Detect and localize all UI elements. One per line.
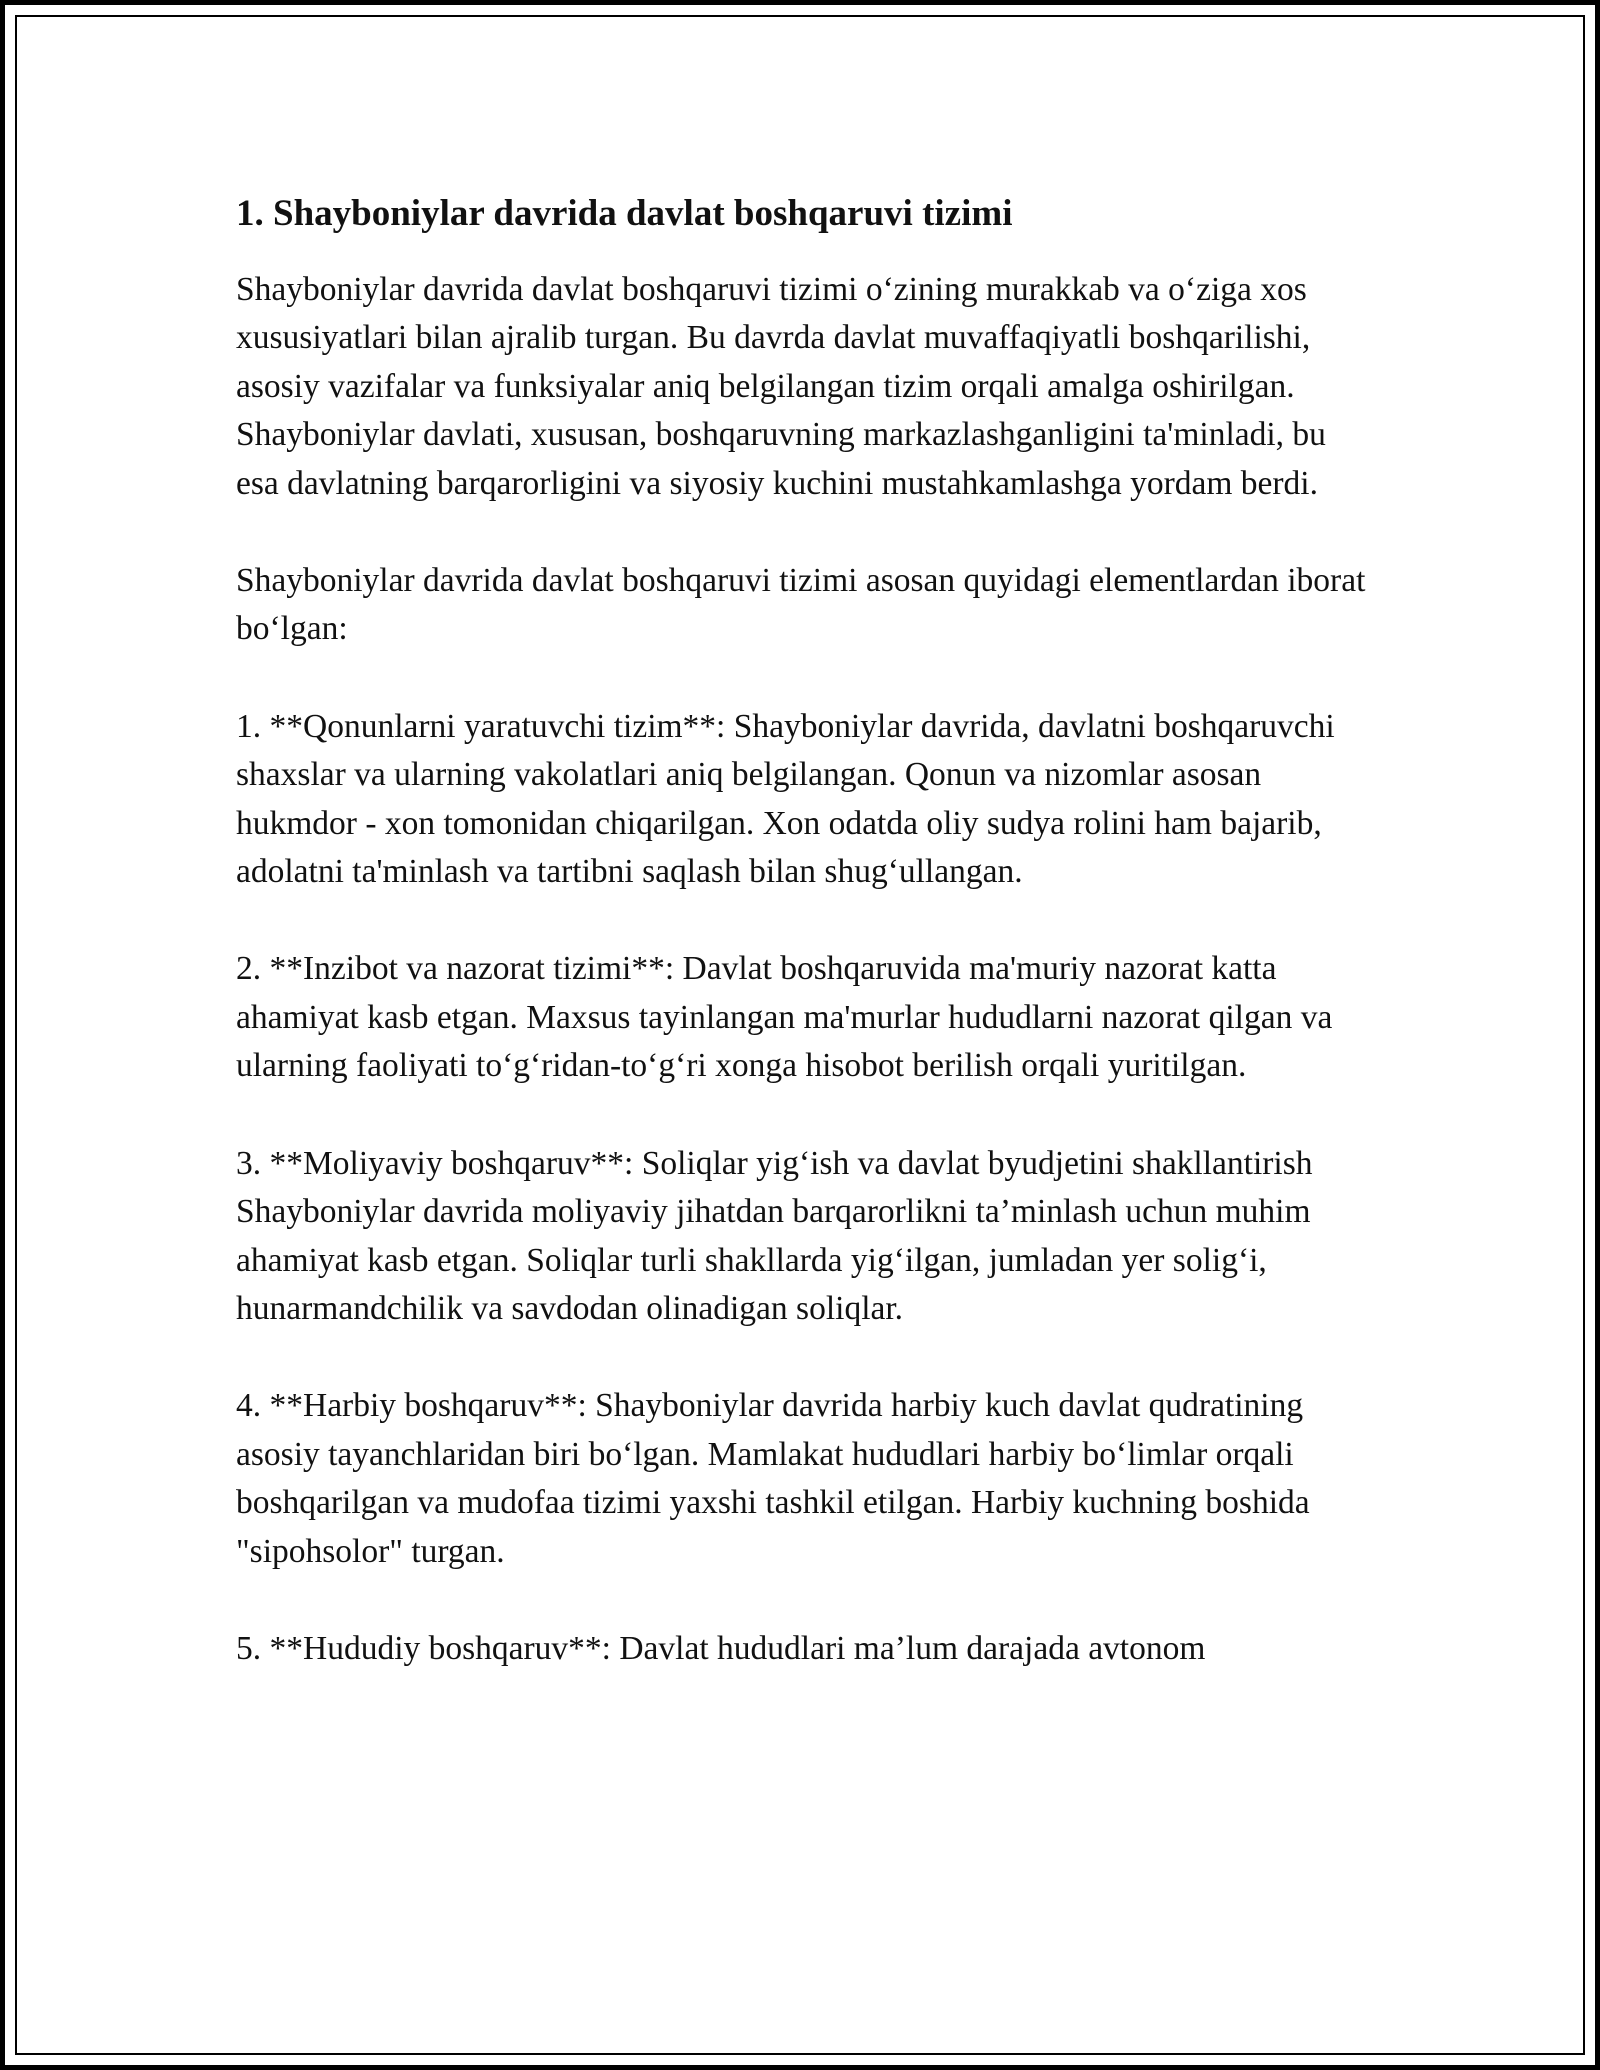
list-item-military-management: 4. **Harbiy boshqaruv**: Shayboniylar davrida harbiy kuch davlat qudratining asosiy tayanchlaridan biri bo‘lgan. Mamlakat hududlari harbiy bo‘limlar orqali boshqarilgan va mudofaa tizimi yaxshi tashkil etilgan. Harbiy kuchning boshida "sipohsolor" turgan.	[236, 1387, 1310, 1570]
document-body	[236, 188, 1366, 1722]
elements-intro-paragraph: Shayboniylar davrida davlat boshqaruvi tizimi asosan quyidagi elementlardan iborat bo‘lgan:	[236, 562, 1366, 648]
intro-paragraph: Shayboniylar davrida davlat boshqaruvi tizimi o‘zining murakkab va o‘ziga xos xususiyatlari bilan ajralib turgan. Bu davrda davlat muvaffaqiyatli boshqarilishi, asosiy vazifalar va funksiyalar aniq belgilangan tizim orqali amalga oshirilgan. Shayboniylar davlati, xususan, boshqaruvning markazlashganligini ta'minladi, bu esa davlatning barqarorligini va siyosiy kuchini mustahkamlashga yordam berdi.	[236, 271, 1326, 502]
document-title: 1. Shayboniylar davrida davlat boshqaruvi tizimi	[236, 193, 1013, 234]
list-item-administration-control: 2. **Inzibot va nazorat tizimi**: Davlat boshqaruvida ma'muriy nazorat katta ahamiyat kasb etgan. Maxsus tayinlangan ma'murlar hududlarni nazorat qilgan va ularning faoliyati to‘g‘ridan-to‘g‘ri xonga hisobot berilish orqali yuritilgan.	[236, 950, 1333, 1085]
list-item-financial-management: 3. **Moliyaviy boshqaruv**: Soliqlar yig‘ish va davlat byudjetini shakllantirish Shayboniylar davrida moliyaviy jihatdan barqarorlikni ta’minlash uchun muhim ahamiyat kasb etgan. Soliqlar turli shakllarda yig‘ilgan, jumladan yer solig‘i, hunarmandchilik va savdodan olinadigan soliqlar.	[236, 1144, 1313, 1327]
list-item-lawmaking-system: 1. **Qonunlarni yaratuvchi tizim**: Shayboniylar davrida, davlatni boshqaruvchi shaxslar va ularning vakolatlari aniq belgilangan. Qonun va nizomlar asosan hukmdor - xon tomonidan chiqarilgan. Xon odatda oliy sudya rolini ham bajarib, adolatni ta'minlash va tartibni saqlash bilan shug‘ullangan.	[236, 707, 1335, 891]
list-item-territorial-management: 5. **Hududiy boshqaruv**: Davlat hududlari ma’lum darajada avtonom	[236, 1629, 1206, 1667]
